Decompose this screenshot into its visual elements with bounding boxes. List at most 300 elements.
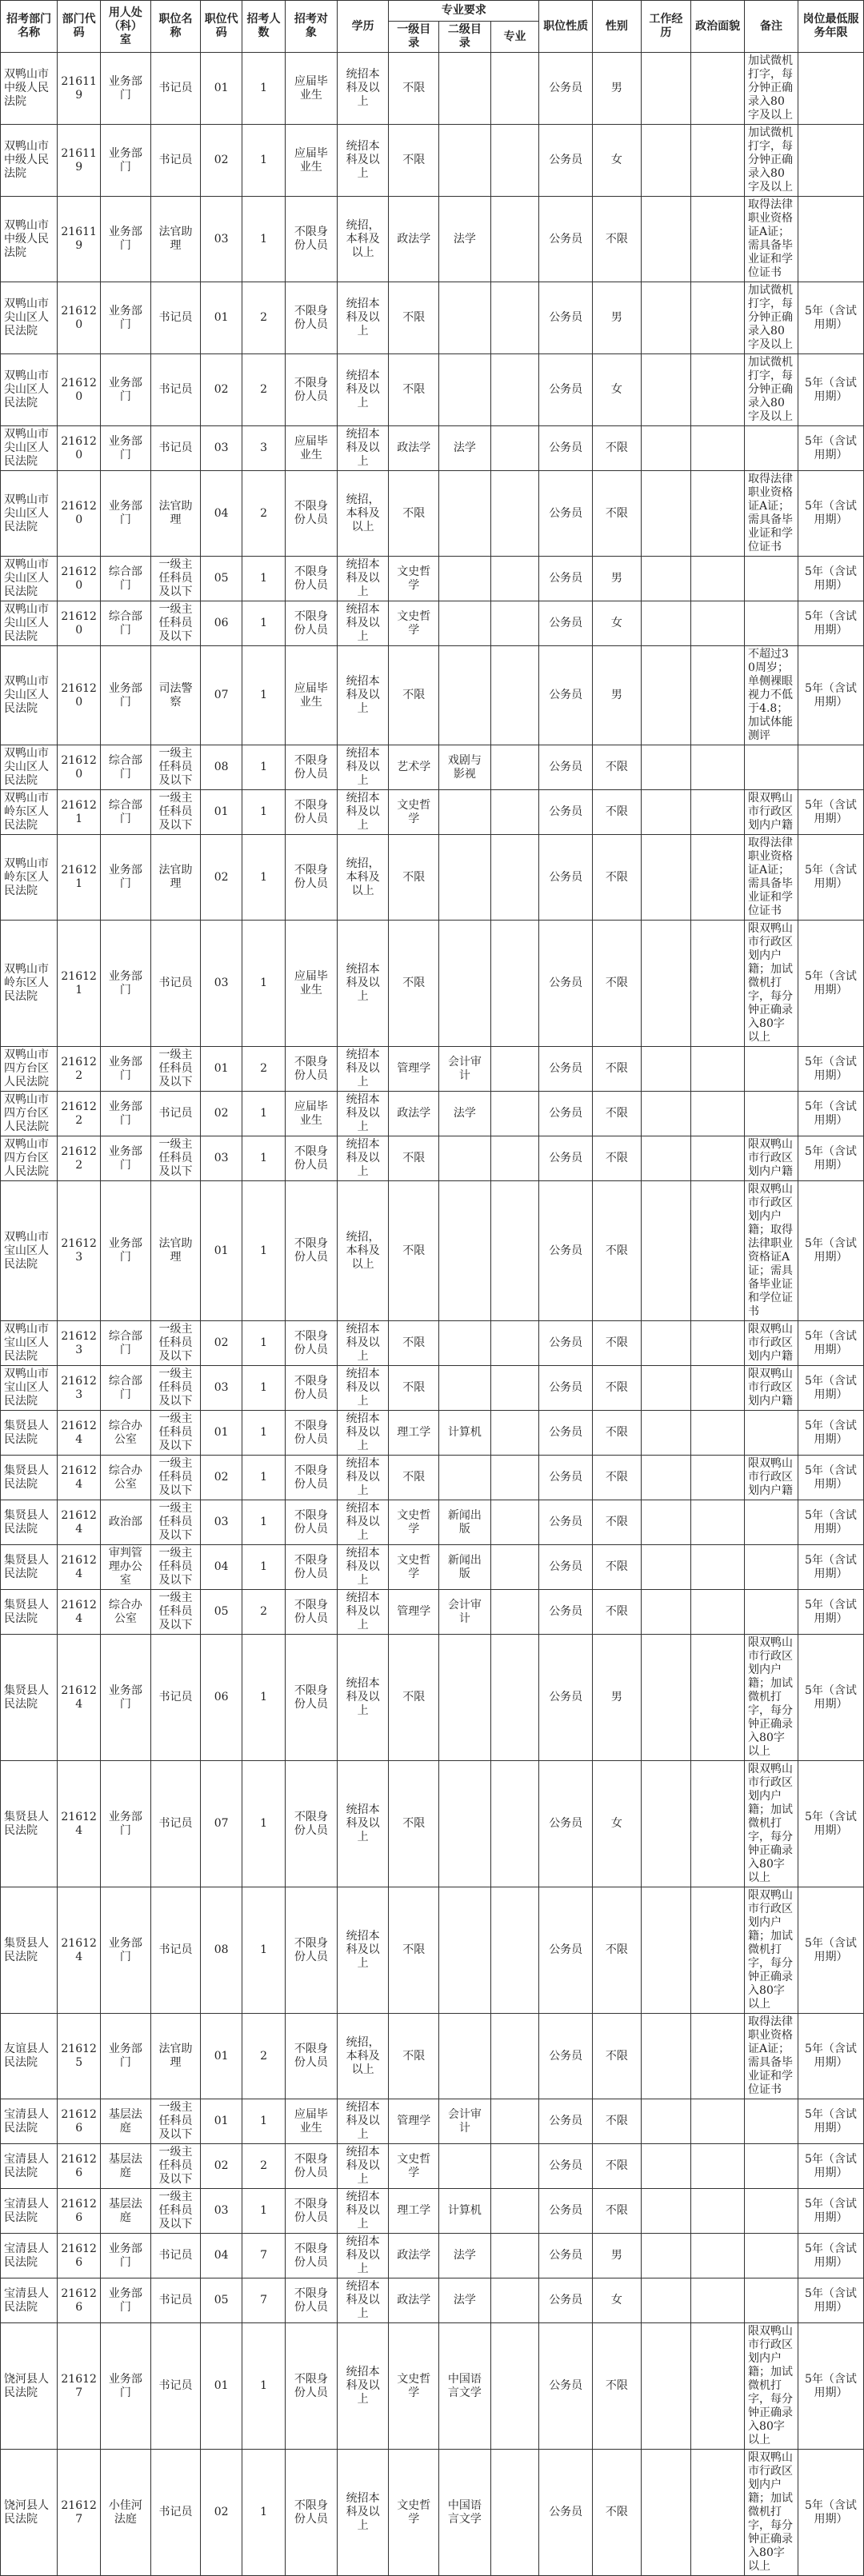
cell-major-level1: 政法学 — [389, 2234, 439, 2278]
table-row — [1, 125, 864, 197]
cell-office: 综合部门 — [101, 557, 151, 601]
cell-remarks: 加试微机打字，每分钟正确录入80字及以上 — [745, 125, 798, 197]
cell-major — [490, 1321, 538, 1366]
cell-office: 业务部门 — [101, 921, 151, 1047]
cell-nature: 公务员 — [539, 646, 593, 745]
cell-major-level1: 不限 — [389, 1136, 439, 1181]
cell-min-service: 5年（含试用期） — [798, 1321, 863, 1366]
cell-major-level1: 不限 — [389, 354, 439, 426]
cell-target: 不限身份人员 — [286, 790, 338, 835]
cell-position-code: 03 — [201, 426, 242, 471]
cell-dept-name: 集贤县人民法院 — [1, 1456, 58, 1500]
cell-gender: 不限 — [593, 921, 641, 1047]
cell-gender: 男 — [593, 2234, 641, 2278]
cell-education: 统招本科及以上 — [337, 790, 389, 835]
cell-remarks — [745, 2099, 798, 2144]
cell-major — [490, 2450, 538, 2576]
cell-min-service — [798, 745, 863, 790]
cell-education: 统招本科及以上 — [337, 1635, 389, 1761]
cell-work-exp — [641, 282, 691, 354]
table-row — [1, 471, 864, 557]
cell-remarks — [745, 1545, 798, 1590]
cell-remarks: 限双鸭山市行政区划内户籍；加试微机打字，每分钟正确录入80字以上 — [745, 1887, 798, 2014]
cell-major-level2 — [439, 2014, 491, 2099]
table-row — [1, 1181, 864, 1321]
cell-major-level2: 法学 — [439, 1092, 491, 1136]
cell-remarks: 限双鸭山市行政区划内户籍 — [745, 1366, 798, 1411]
cell-headcount: 1 — [242, 1456, 286, 1500]
cell-headcount: 2 — [242, 2144, 286, 2189]
cell-major — [490, 745, 538, 790]
cell-gender: 不限 — [593, 2450, 641, 2576]
cell-position-code: 01 — [201, 282, 242, 354]
cell-dept-code: 216124 — [58, 1635, 101, 1761]
cell-headcount: 1 — [242, 790, 286, 835]
cell-gender: 女 — [593, 2278, 641, 2323]
cell-dept-name: 双鸭山市岭东区人民法院 — [1, 790, 58, 835]
cell-position-name: 书记员 — [150, 2234, 201, 2278]
cell-political — [691, 1545, 745, 1590]
cell-education: 统招，本科及以上 — [337, 835, 389, 921]
cell-major — [490, 1092, 538, 1136]
cell-education: 统招本科及以上 — [337, 1092, 389, 1136]
cell-headcount: 1 — [242, 125, 286, 197]
cell-dept-code: 216127 — [58, 2323, 101, 2450]
table-row — [1, 921, 864, 1047]
cell-remarks: 限双鸭山市行政区划内户籍 — [745, 790, 798, 835]
cell-work-exp — [641, 1500, 691, 1545]
cell-dept-name: 双鸭山市尖山区人民法院 — [1, 601, 58, 646]
table-row — [1, 1092, 864, 1136]
cell-dept-code: 216124 — [58, 1411, 101, 1456]
cell-major-level2 — [439, 835, 491, 921]
table-row — [1, 2014, 864, 2099]
cell-position-name: 法官助理 — [150, 197, 201, 282]
cell-work-exp — [641, 1456, 691, 1500]
cell-position-name: 书记员 — [150, 921, 201, 1047]
cell-remarks: 限双鸭山市行政区划内户籍；取得法律职业资格证A证；需具备毕业证和学位证书 — [745, 1181, 798, 1321]
cell-political — [691, 1635, 745, 1761]
cell-major-level2 — [439, 1136, 491, 1181]
cell-work-exp — [641, 557, 691, 601]
table-row — [1, 2323, 864, 2450]
cell-dept-name: 双鸭山市四方台区人民法院 — [1, 1136, 58, 1181]
cell-position-name: 法官助理 — [150, 471, 201, 557]
cell-nature: 公务员 — [539, 1136, 593, 1181]
cell-gender: 男 — [593, 1635, 641, 1761]
cell-political — [691, 1366, 745, 1411]
table-row — [1, 790, 864, 835]
cell-nature: 公务员 — [539, 354, 593, 426]
cell-position-name: 一级主任科员及以下 — [150, 1047, 201, 1092]
cell-gender: 不限 — [593, 1181, 641, 1321]
cell-major-level2: 法学 — [439, 426, 491, 471]
cell-target: 应届毕业生 — [286, 921, 338, 1047]
cell-remarks: 限双鸭山市行政区划内户籍 — [745, 1321, 798, 1366]
cell-position-name: 一级主任科员及以下 — [150, 1500, 201, 1545]
cell-office: 综合部门 — [101, 601, 151, 646]
cell-education: 统招本科及以上 — [337, 426, 389, 471]
cell-political — [691, 125, 745, 197]
cell-office: 基层法庭 — [101, 2144, 151, 2189]
cell-dept-name: 双鸭山市四方台区人民法院 — [1, 1092, 58, 1136]
table-row — [1, 282, 864, 354]
cell-major-level1: 文史哲学 — [389, 790, 439, 835]
cell-target: 不限身份人员 — [286, 1411, 338, 1456]
cell-major — [490, 1590, 538, 1635]
cell-major-level1: 不限 — [389, 282, 439, 354]
cell-nature: 公务员 — [539, 1411, 593, 1456]
cell-remarks — [745, 557, 798, 601]
cell-major-level1: 不限 — [389, 1887, 439, 2014]
cell-min-service — [798, 125, 863, 197]
cell-dept-name: 饶河县人民法院 — [1, 2450, 58, 2576]
cell-work-exp — [641, 1761, 691, 1887]
cell-min-service — [798, 53, 863, 125]
cell-target: 应届毕业生 — [286, 53, 338, 125]
cell-major-level2 — [439, 53, 491, 125]
cell-major-level2: 新闻出版 — [439, 1500, 491, 1545]
cell-major — [490, 790, 538, 835]
cell-dept-name: 双鸭山市尖山区人民法院 — [1, 426, 58, 471]
cell-gender: 不限 — [593, 2144, 641, 2189]
cell-target: 不限身份人员 — [286, 1321, 338, 1366]
cell-nature: 公务员 — [539, 1761, 593, 1887]
cell-major-level1: 管理学 — [389, 1047, 439, 1092]
cell-nature: 公务员 — [539, 921, 593, 1047]
cell-target: 不限身份人员 — [286, 745, 338, 790]
cell-min-service: 5年（含试用期） — [798, 282, 863, 354]
cell-political — [691, 197, 745, 282]
cell-work-exp — [641, 835, 691, 921]
cell-min-service: 5年（含试用期） — [798, 2323, 863, 2450]
cell-gender: 男 — [593, 646, 641, 745]
header-major-level2: 二级目录 — [439, 22, 491, 53]
cell-position-code: 02 — [201, 1456, 242, 1500]
cell-headcount: 1 — [242, 2099, 286, 2144]
cell-major-level2: 会计审计 — [439, 2099, 491, 2144]
cell-education: 统招本科及以上 — [337, 53, 389, 125]
cell-dept-code: 216126 — [58, 2234, 101, 2278]
cell-min-service: 5年（含试用期） — [798, 354, 863, 426]
cell-education: 统招，本科及以上 — [337, 2014, 389, 2099]
cell-position-name: 一级主任科员及以下 — [150, 1321, 201, 1366]
cell-dept-code: 216122 — [58, 1092, 101, 1136]
cell-target: 不限身份人员 — [286, 2450, 338, 2576]
cell-position-code: 05 — [201, 2278, 242, 2323]
cell-major-level2 — [439, 2144, 491, 2189]
cell-major-level1: 管理学 — [389, 1590, 439, 1635]
cell-political — [691, 557, 745, 601]
header-nature: 职位性质 — [539, 1, 593, 53]
cell-position-name: 书记员 — [150, 2323, 201, 2450]
table-row — [1, 354, 864, 426]
cell-political — [691, 646, 745, 745]
cell-nature: 公务员 — [539, 601, 593, 646]
cell-min-service: 5年（含试用期） — [798, 2144, 863, 2189]
cell-office: 综合部门 — [101, 1366, 151, 1411]
cell-min-service: 5年（含试用期） — [798, 2014, 863, 2099]
cell-gender: 不限 — [593, 1136, 641, 1181]
cell-major-level1: 不限 — [389, 2014, 439, 2099]
cell-position-code: 04 — [201, 1545, 242, 1590]
cell-dept-name: 双鸭山市尖山区人民法院 — [1, 646, 58, 745]
cell-dept-code: 216119 — [58, 53, 101, 125]
cell-major-level1: 不限 — [389, 1366, 439, 1411]
cell-position-name: 书记员 — [150, 2450, 201, 2576]
cell-gender: 不限 — [593, 1887, 641, 2014]
cell-position-code: 05 — [201, 1590, 242, 1635]
cell-nature: 公务员 — [539, 53, 593, 125]
cell-dept-name: 宝清县人民法院 — [1, 2144, 58, 2189]
cell-major-level2 — [439, 1321, 491, 1366]
cell-dept-code: 216120 — [58, 354, 101, 426]
cell-office: 业务部门 — [101, 835, 151, 921]
cell-office: 业务部门 — [101, 1635, 151, 1761]
cell-min-service: 5年（含试用期） — [798, 1047, 863, 1092]
cell-headcount: 1 — [242, 53, 286, 125]
cell-office: 业务部门 — [101, 2323, 151, 2450]
cell-position-name: 一级主任科员及以下 — [150, 1136, 201, 1181]
cell-office: 综合办公室 — [101, 1411, 151, 1456]
cell-major-level2: 戏剧与影视 — [439, 745, 491, 790]
cell-min-service: 5年（含试用期） — [798, 1590, 863, 1635]
table-row — [1, 2144, 864, 2189]
cell-nature: 公务员 — [539, 1590, 593, 1635]
cell-gender: 不限 — [593, 471, 641, 557]
cell-major-level2: 中国语言文学 — [439, 2323, 491, 2450]
cell-work-exp — [641, 1136, 691, 1181]
cell-position-code: 02 — [201, 2450, 242, 2576]
cell-position-name: 一级主任科员及以下 — [150, 1545, 201, 1590]
cell-gender: 不限 — [593, 1047, 641, 1092]
header-dept-name: 招考部门名称 — [1, 1, 58, 53]
cell-nature: 公务员 — [539, 1545, 593, 1590]
cell-major-level2 — [439, 646, 491, 745]
cell-target: 应届毕业生 — [286, 2099, 338, 2144]
table-row — [1, 646, 864, 745]
table-header — [1, 1, 864, 53]
cell-position-name: 一级主任科员及以下 — [150, 557, 201, 601]
cell-office: 业务部门 — [101, 1181, 151, 1321]
cell-office: 业务部门 — [101, 426, 151, 471]
cell-gender: 男 — [593, 282, 641, 354]
cell-work-exp — [641, 354, 691, 426]
header-headcount: 招考人数 — [242, 1, 286, 53]
cell-min-service: 5年（含试用期） — [798, 1136, 863, 1181]
cell-target: 不限身份人员 — [286, 1635, 338, 1761]
cell-political — [691, 53, 745, 125]
cell-major-level1: 政法学 — [389, 1092, 439, 1136]
cell-min-service: 5年（含试用期） — [798, 1887, 863, 2014]
cell-major-level2 — [439, 601, 491, 646]
cell-dept-code: 216125 — [58, 2014, 101, 2099]
cell-target: 不限身份人员 — [286, 2234, 338, 2278]
cell-gender: 女 — [593, 354, 641, 426]
table-row — [1, 557, 864, 601]
cell-work-exp — [641, 197, 691, 282]
cell-min-service: 5年（含试用期） — [798, 921, 863, 1047]
cell-min-service: 5年（含试用期） — [798, 1366, 863, 1411]
cell-office: 综合办公室 — [101, 1590, 151, 1635]
table-row — [1, 2099, 864, 2144]
cell-work-exp — [641, 1635, 691, 1761]
table-row — [1, 1635, 864, 1761]
cell-work-exp — [641, 1887, 691, 2014]
cell-position-name: 书记员 — [150, 53, 201, 125]
cell-major-level2: 会计审计 — [439, 1590, 491, 1635]
cell-position-code: 03 — [201, 1500, 242, 1545]
cell-dept-name: 双鸭山市尖山区人民法院 — [1, 557, 58, 601]
cell-gender: 不限 — [593, 1500, 641, 1545]
header-row-top — [1, 1, 864, 22]
header-position-code: 职位代码 — [201, 1, 242, 53]
cell-nature: 公务员 — [539, 426, 593, 471]
header-gender: 性别 — [593, 1, 641, 53]
cell-work-exp — [641, 745, 691, 790]
cell-position-code: 02 — [201, 125, 242, 197]
cell-dept-code: 216121 — [58, 921, 101, 1047]
header-work-exp: 工作经历 — [641, 1, 691, 53]
cell-nature: 公务员 — [539, 2144, 593, 2189]
cell-work-exp — [641, 1545, 691, 1590]
cell-work-exp — [641, 2278, 691, 2323]
cell-gender: 不限 — [593, 1411, 641, 1456]
cell-target: 不限身份人员 — [286, 282, 338, 354]
cell-education: 统招本科及以上 — [337, 1456, 389, 1500]
cell-position-code: 02 — [201, 2144, 242, 2189]
cell-major-level2 — [439, 790, 491, 835]
cell-dept-name: 集贤县人民法院 — [1, 1887, 58, 2014]
cell-target: 不限身份人员 — [286, 2144, 338, 2189]
cell-major — [490, 2014, 538, 2099]
cell-office: 业务部门 — [101, 125, 151, 197]
cell-education: 统招本科及以上 — [337, 2189, 389, 2234]
table-row — [1, 1887, 864, 2014]
cell-dept-name: 宝清县人民法院 — [1, 2189, 58, 2234]
cell-major-level1: 不限 — [389, 471, 439, 557]
cell-position-name: 一级主任科员及以下 — [150, 2099, 201, 2144]
cell-nature: 公务员 — [539, 1500, 593, 1545]
cell-dept-code: 216124 — [58, 1545, 101, 1590]
cell-major-level2: 法学 — [439, 2278, 491, 2323]
cell-remarks: 取得法律职业资格证A证；需具备毕业证和学位证书 — [745, 197, 798, 282]
cell-dept-code: 216120 — [58, 471, 101, 557]
cell-dept-name: 宝清县人民法院 — [1, 2278, 58, 2323]
cell-remarks: 不超过30周岁；单侧裸眼视力不低于4.8；加试体能测评 — [745, 646, 798, 745]
cell-dept-code: 216120 — [58, 745, 101, 790]
cell-remarks — [745, 2278, 798, 2323]
cell-office: 业务部门 — [101, 354, 151, 426]
cell-major-level2 — [439, 1181, 491, 1321]
cell-major-level1: 管理学 — [389, 2099, 439, 2144]
cell-work-exp — [641, 471, 691, 557]
cell-major-level1: 不限 — [389, 646, 439, 745]
cell-nature: 公务员 — [539, 2278, 593, 2323]
cell-position-code: 03 — [201, 921, 242, 1047]
cell-dept-code: 216120 — [58, 426, 101, 471]
cell-dept-code: 216127 — [58, 2450, 101, 2576]
cell-education: 统招本科及以上 — [337, 354, 389, 426]
cell-nature: 公务员 — [539, 282, 593, 354]
cell-remarks — [745, 1500, 798, 1545]
cell-office: 业务部门 — [101, 471, 151, 557]
cell-major — [490, 197, 538, 282]
cell-dept-name: 宝清县人民法院 — [1, 2234, 58, 2278]
cell-headcount: 1 — [242, 1761, 286, 1887]
header-major-level1: 一级目录 — [389, 22, 439, 53]
cell-major — [490, 921, 538, 1047]
cell-education: 统招本科及以上 — [337, 1366, 389, 1411]
cell-position-name: 书记员 — [150, 282, 201, 354]
cell-headcount: 7 — [242, 2278, 286, 2323]
cell-dept-name: 集贤县人民法院 — [1, 1545, 58, 1590]
cell-major — [490, 1366, 538, 1411]
cell-dept-code: 216123 — [58, 1181, 101, 1321]
table-row — [1, 426, 864, 471]
cell-position-code: 05 — [201, 557, 242, 601]
cell-nature: 公务员 — [539, 2234, 593, 2278]
cell-major — [490, 1500, 538, 1545]
cell-gender: 不限 — [593, 2189, 641, 2234]
cell-dept-name: 双鸭山市尖山区人民法院 — [1, 354, 58, 426]
cell-min-service: 5年（含试用期） — [798, 557, 863, 601]
cell-min-service: 5年（含试用期） — [798, 601, 863, 646]
cell-target: 不限身份人员 — [286, 1590, 338, 1635]
cell-political — [691, 2450, 745, 2576]
table-row — [1, 2234, 864, 2278]
cell-nature: 公务员 — [539, 1456, 593, 1500]
cell-dept-name: 双鸭山市四方台区人民法院 — [1, 1047, 58, 1092]
cell-dept-code: 216122 — [58, 1047, 101, 1092]
cell-major-level2 — [439, 557, 491, 601]
table-row — [1, 2278, 864, 2323]
cell-nature: 公务员 — [539, 1887, 593, 2014]
cell-major-level2: 新闻出版 — [439, 1545, 491, 1590]
cell-headcount: 1 — [242, 835, 286, 921]
table-row — [1, 2450, 864, 2576]
cell-major-level1: 艺术学 — [389, 745, 439, 790]
cell-headcount: 1 — [242, 1887, 286, 2014]
cell-target: 不限身份人员 — [286, 2278, 338, 2323]
cell-political — [691, 1136, 745, 1181]
cell-major — [490, 2144, 538, 2189]
cell-position-name: 一级主任科员及以下 — [150, 790, 201, 835]
cell-headcount: 7 — [242, 2234, 286, 2278]
cell-dept-name: 集贤县人民法院 — [1, 1500, 58, 1545]
cell-major-level2: 法学 — [439, 2234, 491, 2278]
cell-education: 统招本科及以上 — [337, 1500, 389, 1545]
cell-target: 不限身份人员 — [286, 2189, 338, 2234]
cell-min-service: 5年（含试用期） — [798, 2189, 863, 2234]
cell-gender: 不限 — [593, 2323, 641, 2450]
cell-remarks: 限双鸭山市行政区划内户籍 — [745, 1136, 798, 1181]
cell-min-service: 5年（含试用期） — [798, 471, 863, 557]
cell-office: 审判管理办公室 — [101, 1545, 151, 1590]
cell-major — [490, 2278, 538, 2323]
cell-nature: 公务员 — [539, 125, 593, 197]
cell-nature: 公务员 — [539, 1181, 593, 1321]
cell-work-exp — [641, 2323, 691, 2450]
cell-gender: 不限 — [593, 835, 641, 921]
cell-nature: 公务员 — [539, 557, 593, 601]
cell-major — [490, 1635, 538, 1761]
cell-dept-name: 集贤县人民法院 — [1, 1590, 58, 1635]
cell-position-code: 06 — [201, 1635, 242, 1761]
table-row — [1, 1411, 864, 1456]
cell-work-exp — [641, 921, 691, 1047]
cell-political — [691, 471, 745, 557]
